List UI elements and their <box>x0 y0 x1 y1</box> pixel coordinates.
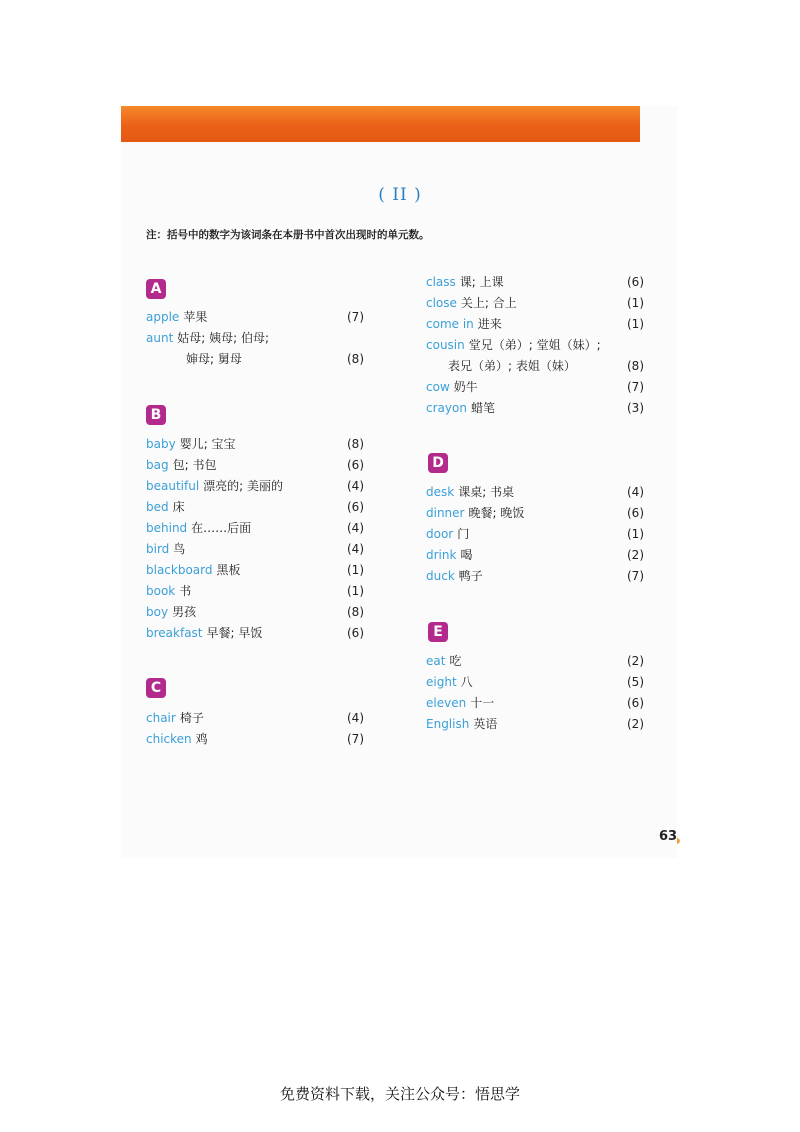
entry-unit: (6) <box>627 275 644 289</box>
entry-meaning: 英语 <box>473 717 498 731</box>
note-text: 注：括号中的数字为该词条在本册书中首次出现时的单元数。 <box>146 229 430 241</box>
entry-meaning: 床 <box>172 500 185 514</box>
entry-meaning: 鸭子 <box>458 569 483 583</box>
entry-unit: (1) <box>627 296 644 310</box>
letter-badge-e: E <box>428 622 448 642</box>
list-item <box>426 482 644 502</box>
list-item <box>426 524 644 544</box>
entry-meaning: 椅子 <box>179 711 204 725</box>
list-item <box>146 434 364 454</box>
entry-unit: (7) <box>627 380 644 394</box>
entry-unit: (1) <box>347 584 364 598</box>
entry-unit: (4) <box>627 485 644 499</box>
entry-word: crayon <box>426 401 467 415</box>
list-item <box>426 693 644 713</box>
entry-word: baby <box>146 437 176 451</box>
list-item <box>146 560 364 580</box>
entry-unit: (8) <box>347 437 364 451</box>
entry-word: boy <box>146 605 169 619</box>
entry-word: eight <box>426 675 457 689</box>
entry-meaning: 晚餐; 晚饭 <box>468 506 525 520</box>
entry-unit: (1) <box>627 317 644 331</box>
entry-unit: (2) <box>627 548 644 562</box>
entry-word: chair <box>146 711 176 725</box>
page-number: 63 <box>654 826 682 848</box>
list-item <box>426 503 644 523</box>
list-item <box>426 398 644 418</box>
entry-word: bird <box>146 542 170 556</box>
list-item <box>146 581 364 601</box>
entry-unit: (7) <box>627 569 644 583</box>
entry-word: cow <box>426 380 450 394</box>
entry-meaning: 男孩 <box>172 605 197 619</box>
letter-badge-b: B <box>146 405 166 425</box>
entry-unit: (6) <box>347 626 364 640</box>
letter-badge-d: D <box>428 453 448 473</box>
entry-word: bed <box>146 500 169 514</box>
list-item <box>426 672 644 692</box>
entry-meaning: 鸟 <box>173 542 186 556</box>
list-item <box>426 651 644 671</box>
entry-meaning: 包; 书包 <box>172 458 217 472</box>
letter-badge-a: A <box>146 279 166 299</box>
entry-word: cousin <box>426 338 465 352</box>
footer-text: 免费资料下载，关注公众号：悟思学 <box>279 1085 520 1103</box>
entry-word: door <box>426 527 454 541</box>
list-item <box>426 545 644 565</box>
list-item <box>146 307 364 327</box>
entry-unit: (1) <box>627 527 644 541</box>
list-item <box>146 518 364 538</box>
entry-word: chicken <box>146 732 192 746</box>
entry-meaning: 奶牛 <box>453 380 478 394</box>
entry-meaning: 十一 <box>470 696 495 710</box>
list-item <box>146 476 364 496</box>
list-item <box>146 328 364 348</box>
entry-unit: (6) <box>627 696 644 710</box>
entry-meaning: 门 <box>457 527 470 541</box>
entry-meaning: 黑板 <box>216 563 241 577</box>
entry-unit: (7) <box>347 732 364 746</box>
list-item <box>146 539 364 559</box>
list-item <box>426 272 644 292</box>
entry-unit: (6) <box>347 458 364 472</box>
entry-word: class <box>426 275 456 289</box>
entry-meaning: 苹果 <box>183 310 208 324</box>
entry-word: book <box>146 584 176 598</box>
entry-word: behind <box>146 521 188 535</box>
entry-word: come in <box>426 317 474 331</box>
entry-unit: (2) <box>627 717 644 731</box>
entry-unit: (1) <box>347 563 364 577</box>
entry-meaning: 婴儿; 宝宝 <box>179 437 236 451</box>
section-title: ( II ) <box>378 185 422 205</box>
entry-meaning: 进来 <box>477 317 502 331</box>
entry-meaning-cont: 婶母; 舅母 <box>186 352 242 366</box>
entry-meaning: 早餐; 早饭 <box>206 626 263 640</box>
entry-word: breakfast <box>146 626 203 640</box>
entry-meaning-cont: 表兄（弟）; 表姐（妹） <box>448 359 576 373</box>
entry-word: beautiful <box>146 479 200 493</box>
entry-unit: (4) <box>347 542 364 556</box>
entry-meaning: 堂兄（弟）; 堂姐（妹）; <box>468 338 601 352</box>
entry-unit: (4) <box>347 479 364 493</box>
list-item <box>146 497 364 517</box>
entry-unit: (6) <box>347 500 364 514</box>
entry-meaning: 吃 <box>449 654 462 668</box>
entry-word: close <box>426 296 457 310</box>
entry-unit: (2) <box>627 654 644 668</box>
entry-word: eleven <box>426 696 467 710</box>
header-banner <box>121 106 640 142</box>
entry-unit: (5) <box>627 675 644 689</box>
entry-word: aunt <box>146 331 174 345</box>
entry-meaning: 漂亮的; 美丽的 <box>203 479 284 493</box>
list-item <box>146 623 364 643</box>
entry-meaning: 课桌; 书桌 <box>458 485 515 499</box>
list-item <box>146 602 364 622</box>
letter-badge-c: C <box>146 678 166 698</box>
list-item <box>426 714 644 734</box>
entry-meaning: 蜡笔 <box>470 401 495 415</box>
entry-word: dinner <box>426 506 465 520</box>
entry-word: apple <box>146 310 180 324</box>
entry-unit: (8) <box>627 359 644 373</box>
entry-unit: (4) <box>347 521 364 535</box>
entry-unit: (3) <box>627 401 644 415</box>
entry-unit: (6) <box>627 506 644 520</box>
entry-word: duck <box>426 569 455 583</box>
list-item <box>426 377 644 397</box>
list-item <box>146 708 364 728</box>
entry-meaning: 鸡 <box>195 732 208 746</box>
entry-meaning: 姑母; 姨母; 伯母; <box>177 331 270 345</box>
entry-meaning: 喝 <box>460 548 473 562</box>
list-item <box>146 729 364 749</box>
list-item <box>426 566 644 586</box>
entry-word: drink <box>426 548 457 562</box>
list-item <box>426 335 644 355</box>
list-item <box>426 356 644 376</box>
entry-meaning: 书 <box>179 584 192 598</box>
list-item <box>146 349 364 369</box>
entry-word: English <box>426 717 470 731</box>
entry-word: desk <box>426 485 455 499</box>
entry-word: eat <box>426 654 446 668</box>
entry-meaning: 在……后面 <box>191 521 252 535</box>
entry-meaning: 关上; 合上 <box>460 296 517 310</box>
entry-word: bag <box>146 458 169 472</box>
list-item <box>426 314 644 334</box>
entry-unit: (4) <box>347 711 364 725</box>
entry-unit: (7) <box>347 310 364 324</box>
entry-meaning: 课; 上课 <box>459 275 504 289</box>
entry-word: blackboard <box>146 563 213 577</box>
list-item <box>426 293 644 313</box>
entry-unit: (8) <box>347 605 364 619</box>
list-item <box>146 455 364 475</box>
entry-unit: (8) <box>347 352 364 366</box>
entry-meaning: 八 <box>460 675 473 689</box>
